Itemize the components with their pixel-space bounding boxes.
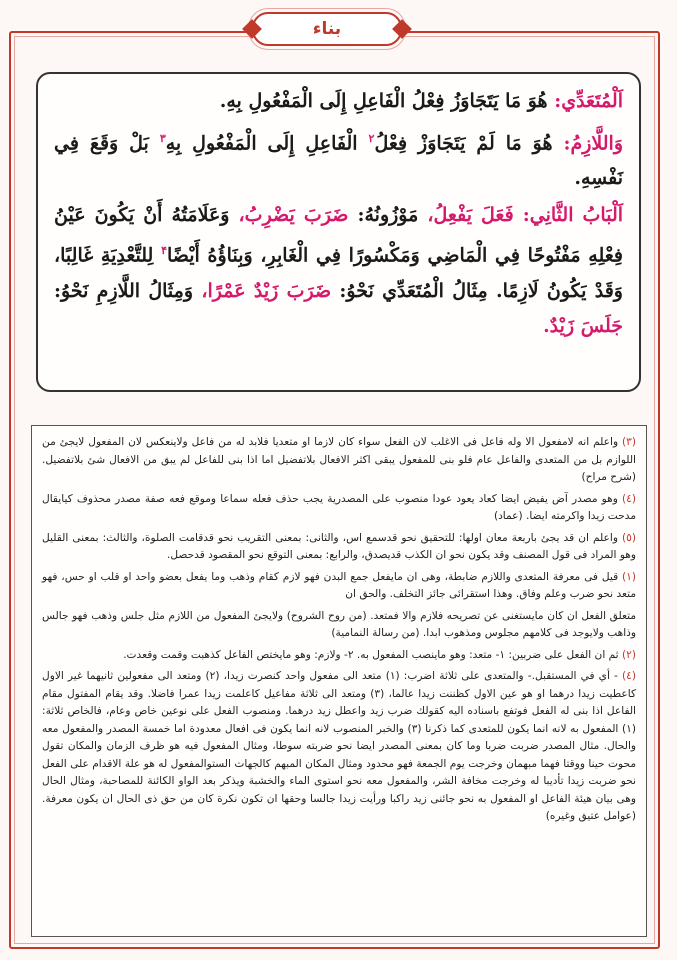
- footnote-text: واعلم انه لامفعول الا وله فاعل فى الاغلب لان الفعل سواء كان لازما او متعديا فلابد له من فاعل ولاينعكس لان المفعول لايجئ من اللوازم بل من المتعدى والفاعل عام فلو بنى للمفعول يبقى اكثر الافعال بلاتفضيل اما اذا بنى للفاعل لم يبق من الافعال شئ بلاتفضيل. (شرح مراح): [42, 436, 636, 483]
- wazn-example: ضَرَبَ يَضْرِبُ،: [238, 204, 349, 227]
- footnote-text: ثم ان الفعل على ضربين: ١- متعد: وهو ماينصب المفعول به. ٢- ولازم: وهو مايختص الفاعل كذهبت وقمت وقعدت.: [123, 648, 619, 661]
- footnote-number: (٢): [622, 648, 636, 661]
- footnote-ref-2[interactable]: ۲: [368, 132, 375, 145]
- footnote-ref-3[interactable]: ۳: [159, 132, 166, 145]
- definition-mutaaddi-text: هُوَ مَا يَتَجَاوَزُ فِعْلُ الْفَاعِلِ إِلَى الْمَفْعُولِ بِهِ.: [219, 90, 548, 112]
- section-body-a: وَعَلَامَتُهُ أَنْ يَكُونَ عَيْنُ فِعْلِهِ مَفْتُوحًا فِي الْمَاضِي وَمَكْسُورًا فِي الْغَابِرِ، وَبِنَاؤُهُ أَيْضًا: [54, 204, 623, 267]
- footnotes-box: [31, 425, 647, 937]
- footnote-text: قيل فى معرفة المتعدى واللازم ضابطة، وهى ان مايفعل جمع البدن فهو لازم كقام وذهب وما يفعل بعضو واحد او قلب او حس، فهو متعد نحو ضرب وعلم وفاق. وهذا استقرائى جائز التخلف. والحق ان: [42, 570, 636, 600]
- section-body-c: وَمِثَالُ اللَّازِمِ نَحْوُ:: [54, 279, 194, 302]
- title-badge: [252, 12, 402, 46]
- footnote-ref-4[interactable]: ۴: [161, 244, 167, 258]
- definition-lazim-text-a: هُوَ مَا لَمْ يَتَجَاوَزْ فِعْلُ: [374, 132, 553, 155]
- term-mutaaddi: اَلْمُتَعَدِّي:: [554, 90, 623, 112]
- section-body-b: لِلتَّعْدِيَةِ غَالِبًا، وَقَدْ يَكُونُ لَازِمًا. مِثَالُ الْمُتَعَدِّي نَحْوُ:: [54, 244, 623, 302]
- example-mutaaddi: ضَرَبَ زَيْدٌ عَمْرًا،: [201, 279, 332, 302]
- footnote-text: واعلم ان قد يجئ باربعة معان اولها: للتحقيق نحو قدسمع اس، والثانى: بمعنى التقريب نحو قدقامت الصلوة، والثالث: بمعنى القليل وهو المراد فى قول المصنف وقد يكون نحو ان الكذب قديصدق، والرابع: بمعنى التوقع نحو المقصود قدحصل.: [42, 531, 636, 561]
- page-title: بناء: [312, 19, 342, 39]
- footnote-number: (٤): [622, 492, 636, 505]
- footnote-number: (٥): [622, 531, 636, 544]
- wazn-label: مَوْزُونُهُ:: [357, 204, 419, 227]
- definition-mutaaddi: [54, 84, 623, 119]
- definition-lazim: [54, 121, 623, 196]
- footnote-text: - أي في المستقبل.- والمتعدى على ثلاثة اضرب: (١) متعد الى مفعول واحد كنصرت زيدا، (٢) ومتعد الى مفعولين ثانيهما غير الاول كاعطيت زيدا درهما او هو عين الاول كظننت زيدا عالما، (٣) ومتعد الى ثلاثة مفاعيل كاعلمت زيدا عمرا فاضلا. وقد يقام المفتول مقام الفاعل اذا بنى له الفعل فوتفع باسناده اليه كقولك ضرب زيد واعطل زيد درهما. ومنصوب الفعل على نوعين خاص وعام، فالخاص ثلاثة: (١) المفعول به لانه انما يكون للمتعدى كما ذكرنا (٣) والخبر المنصوب لانه انما يكون فى افعال معدودة اما خمسة المصدر والمفعول معه والحال. مثال المصدر ضربت ضربا وما كان بمعنى المصدر ايضا نحو ضربته سوطا، ومثال المفعول فيه هو ظرف الزمان والمكان تقول محوت حينا ووقتا فهما مبهمان وخرجت يوم الجمعة فهو محدود ومثال المكان المبهم كالجهات الستوالمفعول له هو علة الاقدام على الفعل نحو ضربت زيدا تأديبا له وخرجت مخافة الشر، والمفعول معه نحو استوى الماء والخشبة ويذكر بعد الواو الكائنة للمصاحبة، ومثال الحال وهى بيان هيئة الفاعل او المفعول به نحو جائنى زيد راكبا ورأيت زيدا جالسا وحقها ان تكون نكرة كان من حق ذى الحال ان يكون معرفة. (عوامل عتيق وغيره): [42, 670, 636, 822]
- footnote-number: (۳): [622, 436, 636, 448]
- main-text-box: [36, 72, 641, 392]
- footnote-number: (٤): [622, 670, 636, 682]
- footnote: [42, 434, 636, 487]
- footnote: [42, 491, 636, 526]
- footnote: [42, 569, 636, 604]
- section-heading: اَلْبَابُ الثَّانِي: فَعَلَ يَفْعِلُ،: [427, 204, 624, 227]
- footnote: [42, 530, 636, 565]
- footnote: [42, 608, 636, 643]
- example-lazim: جَلَسَ زَيْدٌ.: [543, 314, 623, 337]
- definition-lazim-text-b: الْفَاعِلِ إِلَى الْمَفْعُولِ بِهِ: [165, 132, 358, 155]
- footnote-number: (١): [622, 570, 636, 583]
- footnote-text: وهو مصدر آض يفيض ايضا كعاد يعود عودا منصوب على المصدرية يجب حذف فعله سماعا وموقع فعه صفة مصدر محذوف كيايقال مدحت زيدا واكرمته ايضا. (عماد): [42, 492, 636, 522]
- footnote: [42, 647, 636, 665]
- definition-lazim-text-c: بَلْ وَقَعَ فِي نَفْسِهِ.: [54, 132, 623, 190]
- term-lazim: وَاللَّازِمُ:: [563, 132, 624, 155]
- section-bab-thani: [54, 198, 623, 343]
- footnote: [42, 668, 636, 826]
- footnote-text: متعلق الفعل ان كان مايستغنى عن تصريحه فلازم والا فمتعد. (من روح الشروح) ولايجئ المفعول من اللازم مثل جلس وذهب فهو جالس وذاهب ولايوجد فى كلامهم مجلوس ومذهوب ابدا. (من رسالة النمامية): [42, 609, 636, 639]
